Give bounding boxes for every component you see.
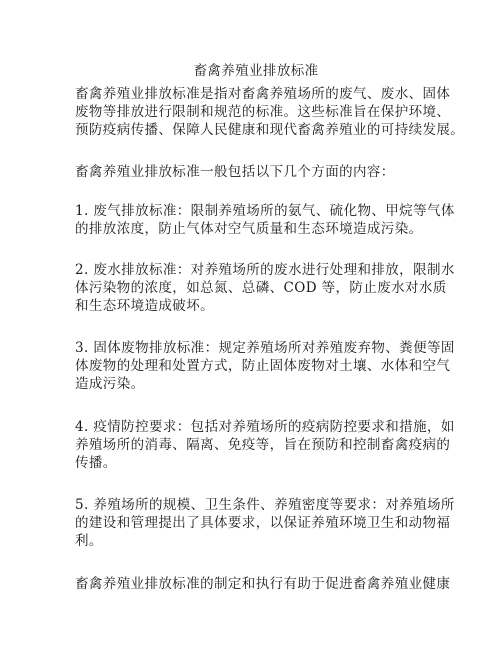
text-line: 畜禽养殖业排放标准是指对畜禽养殖场所的废气、废水、固体 xyxy=(75,86,451,102)
text-line: 畜禽养殖业排放标准的制定和执行有助于促进畜禽养殖业健康 xyxy=(75,576,451,592)
document-title: 畜禽养殖业排放标准 xyxy=(193,63,319,79)
text-line: 体污染物的浓度，如总氮、总磷、COD 等，防止废水对水质 xyxy=(75,280,447,296)
paragraph-overview xyxy=(75,163,437,181)
text-line: 5. 养殖场所的规模、卫生条件、养殖密度等要求：对养殖场所 xyxy=(75,497,455,513)
text-line: 1. 废气排放标准：限制养殖场所的氨气、硫化物、甲烷等气体 xyxy=(75,203,455,219)
text-line: 造成污染。 xyxy=(75,376,145,392)
text-line: 废物等排放进行限制和规范的标准。这些标准旨在保护环境、 xyxy=(75,104,451,120)
paragraph-conclusion xyxy=(75,575,451,593)
paragraph-item-3 xyxy=(75,339,455,393)
text-line: 体废物的处理和处置方式，防止固体废物对土壤、水体和空气 xyxy=(75,358,451,374)
paragraph-intro xyxy=(75,85,465,139)
text-line: 和生态环境造成破坏。 xyxy=(75,298,214,314)
paragraph-item-1 xyxy=(75,202,455,238)
text-line: 预防疫病传播、保障人民健康和现代畜禽养殖业的可持续发展。 xyxy=(75,122,465,138)
text-line: 的建设和管理提出了具体要求，以保证养殖环境卫生和动物福 xyxy=(75,515,451,531)
text-line: 畜禽养殖业排放标准一般包括以下几个方面的内容： xyxy=(75,164,395,180)
text-line: 3. 固体废物排放标准：规定养殖场所对养殖废弃物、粪便等固 xyxy=(75,340,455,356)
text-line: 的排放浓度，防止气体对空气质量和生态环境造成污染。 xyxy=(75,221,423,237)
paragraph-item-2 xyxy=(75,261,455,315)
text-line: 利。 xyxy=(75,533,103,549)
paragraph-item-5 xyxy=(75,496,455,550)
text-line: 传播。 xyxy=(75,455,117,471)
text-line: 养殖场所的消毒、隔离、免疫等，旨在预防和控制畜禽疫病的 xyxy=(75,437,451,453)
text-line: 4. 疫情防控要求：包括对养殖场所的疫病防控要求和措施，如 xyxy=(75,419,455,435)
paragraph-item-4 xyxy=(75,418,455,472)
text-line: 2. 废水排放标准：对养殖场所的废水进行处理和排放，限制水 xyxy=(75,262,455,278)
